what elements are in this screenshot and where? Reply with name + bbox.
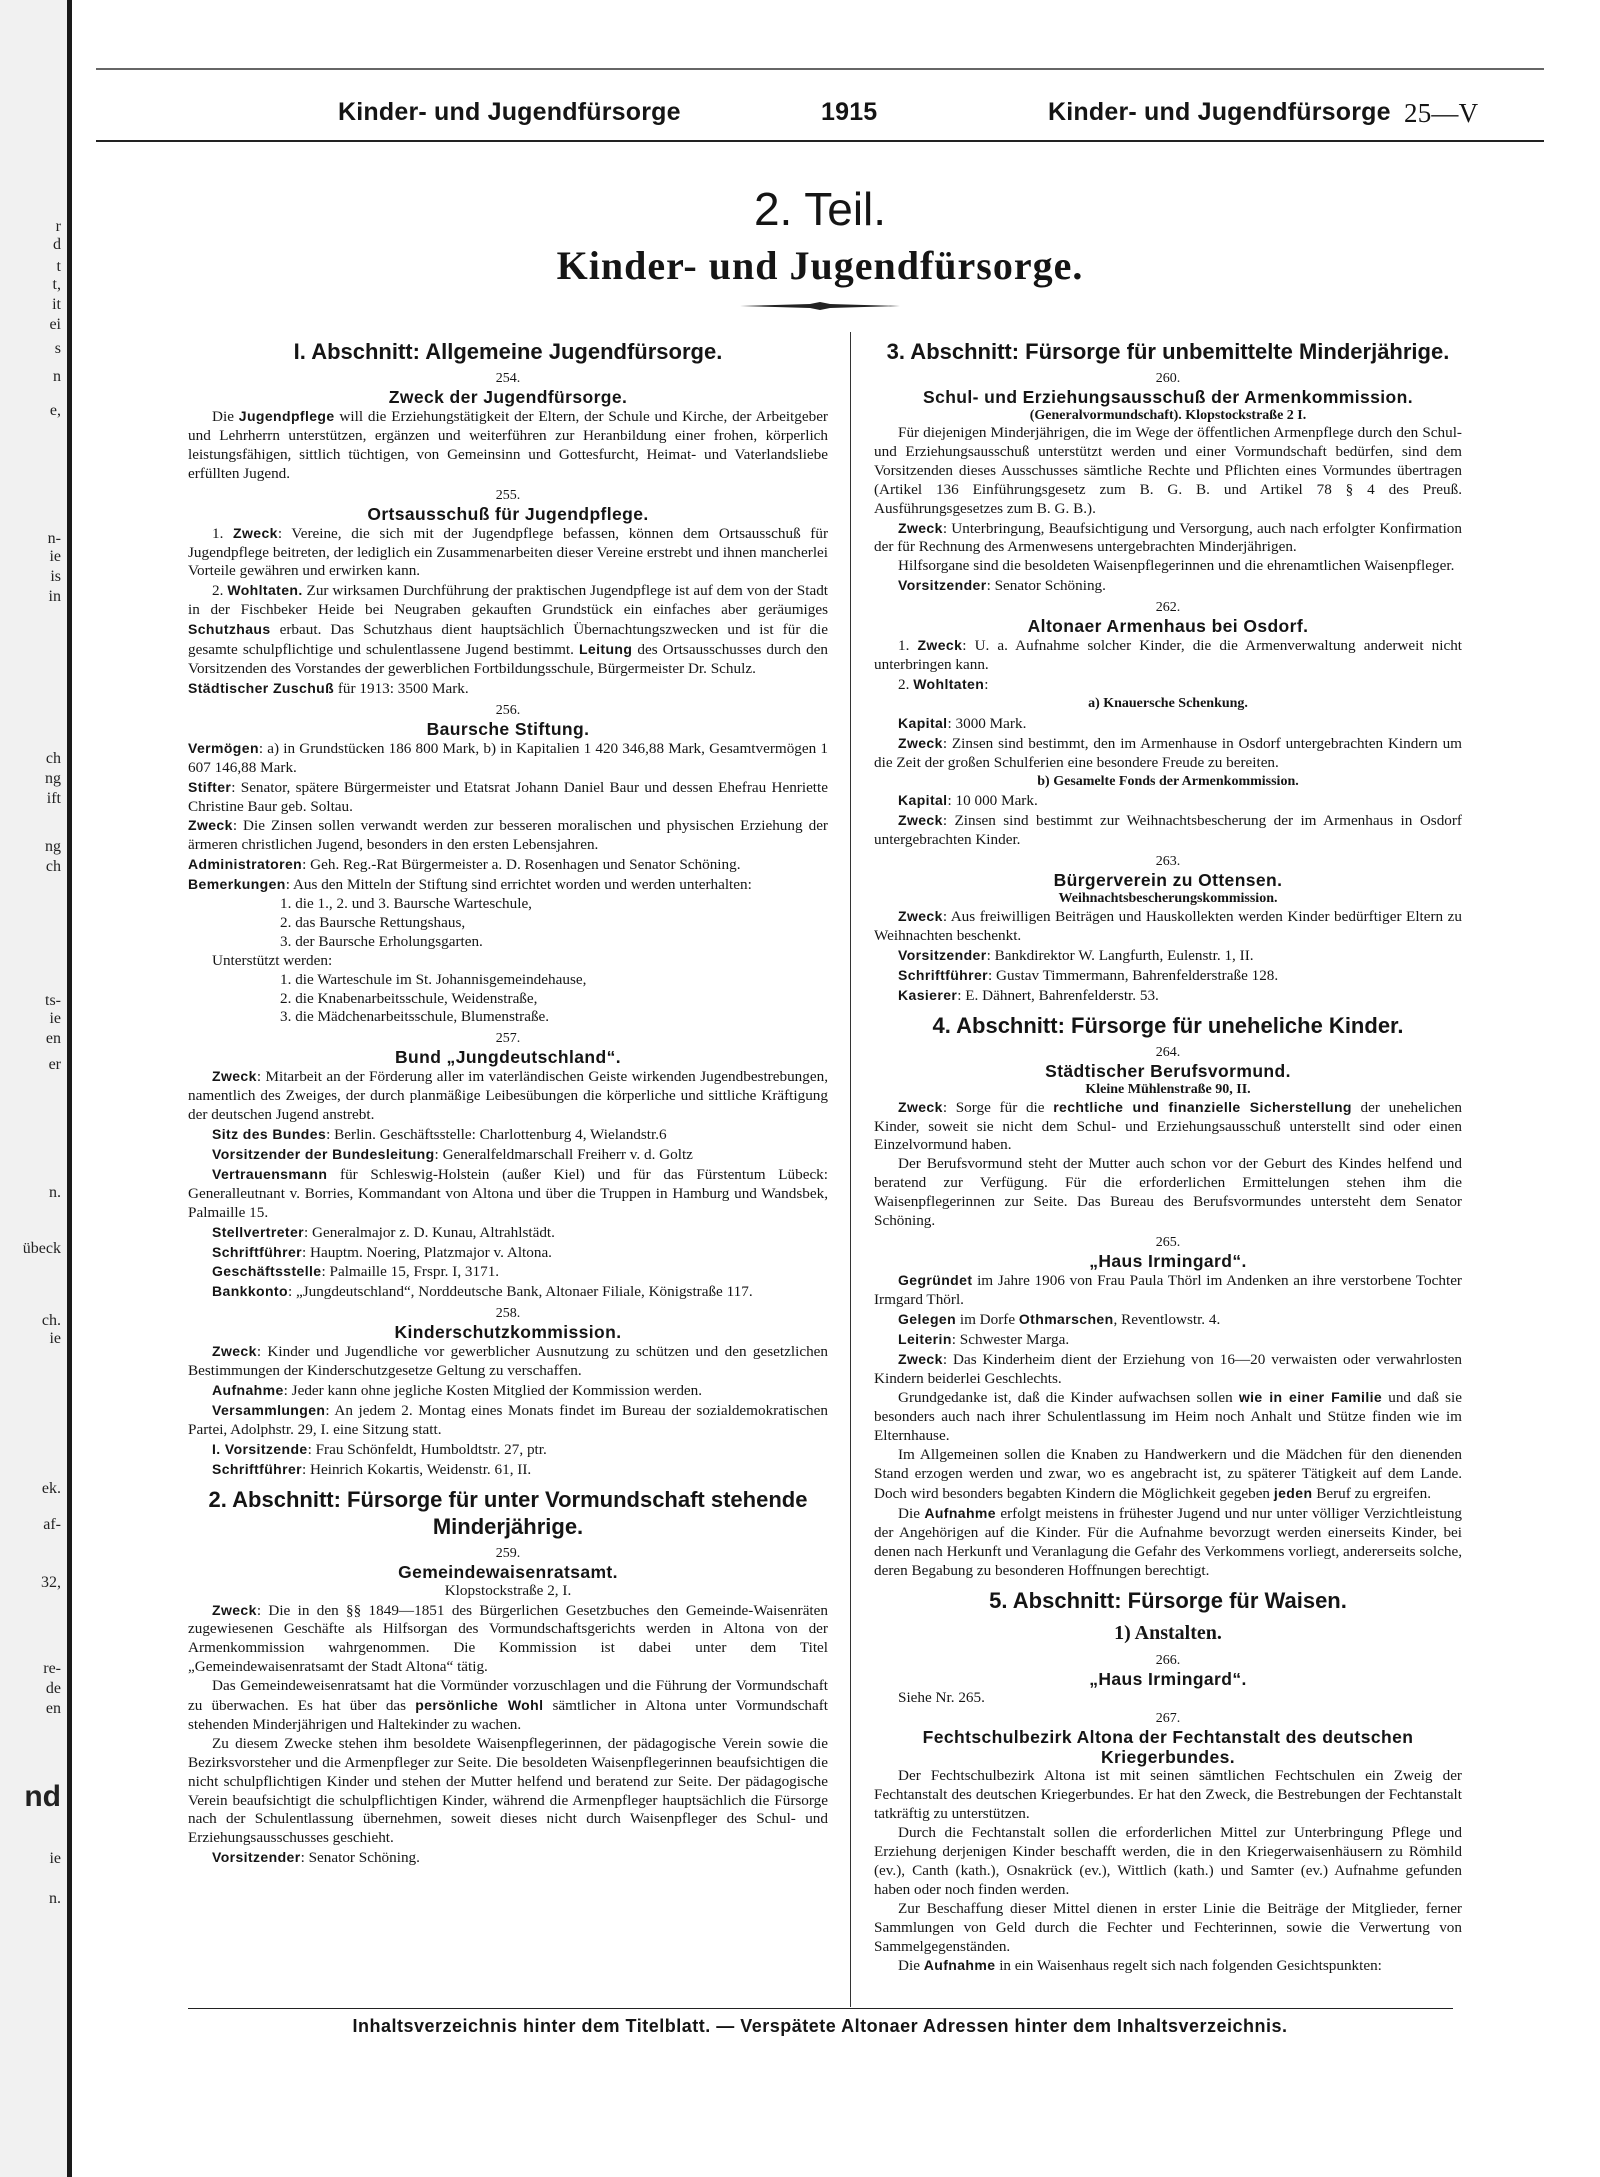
paragraph: Geschäftsstelle: Palmaille 15, Frspr. I, 3171.	[212, 1263, 500, 1281]
paragraph: Im Allgemeinen sollen die Knaben zu Handwerkern und die Mädchen für den dienenden Stand erzogen werden und zwar, wo es angebracht ist, zu späterer Tätigkeit auf dem Lande. Doch wird besonders begabten Kindern die Möglichkeit gegeben jeden Beruf zu ergreifen.	[874, 1446, 1462, 1502]
margin-fragment: en	[45, 1030, 61, 1047]
paragraph: Der Fechtschulbezirk Altona ist mit seinen sämtlichen Fechtschulen ein Zweig der Fechtanstalt des deutschen Kriegerbundes. Er hat den Zweck, die Bestrebungen der Fechtanstalt tatkräftig zu unterstützen.	[874, 1767, 1462, 1823]
paragraph: Zweck: Zinsen sind bestimmt, den im Armenhause in Osdorf untergebrachten Kindern um die Zeit der großen Schulferien eine besondere Freude zu bereiten.	[874, 734, 1462, 771]
margin-fragment: ie	[49, 1330, 61, 1347]
paragraph: Zweck: Mitarbeit an der Förderung aller im vaterländischen Geiste wirkenden Jugendbestrebungen, namentlich des Zweiges, der durch planmäßige Leibesübungen die körperliche und sittliche Kräftigung der deutschen Jugend anstrebt.	[188, 1068, 828, 1124]
entry-address: (Generalvormundschaft). Klopstockstraße 2 I.	[1029, 408, 1307, 423]
list-item: 1. die 1., 2. und 3. Baursche Warteschule,	[280, 895, 532, 913]
list-item: 2. die Knabenarbeitsschule, Weidenstraße,	[280, 989, 538, 1007]
right-column	[874, 332, 1462, 1976]
sub-heading: b) Gesamelte Fonds der Armenkommission.	[1037, 773, 1299, 789]
paragraph: Vorsitzender: Senator Schöning.	[898, 577, 1106, 595]
paragraph: Die Jugendpflege will die Erziehungstätigkeit der Eltern, der Schule und Kirche, der Arbeitgeber und Lehrherrn unterstützen, ergänzen und weiterführen zur Heranbildung einer frohen, körperlich leistungsfähigen, sittlich tüchtigen, von Gemeinsinn und Gottesfurcht, Heimat- und Vaterlandsliebe erfüllten Jugend.	[188, 408, 828, 482]
paragraph: Schriftführer: Heinrich Kokartis, Weidenstr. 61, II.	[212, 1460, 532, 1478]
running-header	[96, 98, 1544, 138]
paragraph: Unterstützt werden:	[212, 951, 333, 969]
sub-heading: a) Knauersche Schenkung.	[1088, 695, 1248, 711]
paragraph: Zweck: Sorge für die rechtliche und finanzielle Sicherstellung der unehelichen Kinder, soweit sie nicht dem Schul- und Erziehungsausschuß unterstellt sind oder einen Einzelvormund haben.	[874, 1098, 1462, 1154]
entry-heading: Kinderschutzkommission.	[394, 1322, 622, 1343]
entry-heading: Gemeindewaisenratsamt.	[398, 1561, 618, 1582]
paragraph: Zweck: Unterbringung, Beaufsichtigung und Versorgung, auch nach erfolgter Konfirmation der für Rechnung des Armenwesens untergebrachten Minderjährigen.	[874, 519, 1462, 556]
margin-fragment: er	[48, 1056, 61, 1073]
paragraph: Der Berufsvormund steht der Mutter auch schon vor der Geburt des Kindes helfend und beratend zur Verfügung. Für die erforderlichen Ermittelungen stehen ihm die Waisenpflegerinnen zur Seite. Das Bureau des Berufsvormundes untersteht dem Senator Schöning.	[874, 1155, 1462, 1230]
part-heading: 2. Teil.	[753, 183, 887, 235]
header-rule	[96, 140, 1544, 142]
paragraph: Siehe Nr. 265.	[898, 1688, 985, 1706]
paragraph: Administratoren: Geh. Reg.-Rat Bürgermeister a. D. Rosenhagen und Senator Schöning.	[188, 856, 741, 874]
entry-number: 265.	[1155, 1235, 1181, 1250]
entry-number: 264.	[1155, 1044, 1181, 1060]
header-page-number: 25—V	[1404, 98, 1479, 128]
margin-fragment: en	[45, 1700, 61, 1717]
paragraph: Vorsitzender: Bankdirektor W. Langfurth, Eulenstr. 1, II.	[898, 946, 1254, 964]
entry-heading: Ortsausschuß für Jugendpflege.	[367, 503, 649, 524]
header-left-title: Kinder- und Jugendfürsorge	[338, 98, 681, 126]
paragraph: Vorsitzender der Bundesleitung: Generalfeldmarschall Freiherr v. d. Goltz	[212, 1146, 693, 1163]
margin-fragment: ch.	[41, 1312, 61, 1329]
paragraph: Vertrauensmann für Schleswig-Holstein (außer Kiel) und für das Fürstentum Lübeck: Generalleutnant v. Borries, Kommandant von Altona und über die Truppen in Hamburg und Wandsbek, Palmaille 15.	[188, 1165, 828, 1221]
entry-heading: Fechtschulbezirk Altona der Fechtanstalt des deutschen Kriegerbundes.	[922, 1727, 1414, 1768]
paragraph: Kapital: 3000 Mark.	[898, 714, 1027, 732]
entry-heading: Bund „Jungdeutschland“.	[394, 1047, 621, 1068]
paragraph: Städtischer Zuschuß für 1913: 3500 Mark.	[188, 679, 469, 697]
margin-fragment: n.	[49, 1184, 61, 1201]
paragraph: 1. Zweck: Vereine, die sich mit der Jugendpflege befassen, können dem Ortsausschuß für Jugendpflege beitreten, der lediglich ein Zusammenarbeiten dieser Vereine erstrebt und ihnen mancherlei Vorteile gewähren und erwirken kann.	[188, 524, 829, 580]
margin-fragment: s	[54, 340, 61, 357]
paragraph: Bemerkungen: Aus den Mitteln der Stiftung sind errichtet worden und werden unterhalten:	[188, 876, 752, 894]
paragraph: Vermögen: a) in Grundstücken 186 800 Mark, b) in Kapitalien 1 420 346,88 Mark, Gesamtvermögen 1 607 146,88 Mark.	[188, 739, 828, 776]
entry-number: 259.	[495, 1545, 521, 1561]
margin-fragment: ch	[45, 858, 61, 875]
paragraph: Hilfsorgane sind die besoldeten Waisenpflegerinnen und die ehrenamtlichen Waisenpfleger.	[898, 557, 1455, 575]
margin-fragment: ts-	[45, 992, 61, 1009]
paragraph: Das Gemeindeweisenratsamt hat die Vormünder vorzuschlagen und die Führung der Vormundschaft zu überwachen. Es hat über das persönliche Wohl sämtlicher in Altona unter Vormundschaft stehenden Minderjährigen und Haltekinder zu wachen.	[188, 1677, 829, 1733]
entry-number: 257.	[495, 1031, 521, 1047]
entry-number: 262.	[1155, 600, 1181, 616]
paragraph: 2. Wohltaten:	[898, 675, 989, 693]
paragraph: Für diejenigen Minderjährigen, die im Wege der öffentlichen Armenpflege durch den Schul- und Erziehungsausschuß unterstützt werden und einer Vormundschaft bedürfen, sind dem Vorsitzenden dieses Ausschusses sämtliche Rechte und Pflichten eines Vormundes übertragen (Artikel 136 Einführungsgesetz zum B. G. B. und Artikel 78 § 4 des Preuß. Ausführungsgesetzes zum B. G. B.).	[874, 424, 1462, 517]
margin-fragment: nd	[24, 1780, 61, 1813]
left-column	[188, 332, 828, 1868]
margin-fragment: ie	[49, 548, 61, 565]
margin-fragment: d	[53, 236, 61, 253]
margin-fragment: n	[53, 368, 61, 385]
paragraph: Bankkonto: „Jungdeutschland“, Norddeutsche Bank, Altonaer Filiale, Königstraße 117.	[212, 1283, 753, 1301]
entry-heading: „Haus Irmingard“.	[1089, 1251, 1247, 1271]
margin-fragment: t	[56, 258, 61, 275]
margin-fragment: ch	[45, 750, 61, 767]
paragraph: Die Aufnahme in ein Waisenhaus regelt sich nach folgenden Gesichtspunkten:	[898, 1957, 1382, 1975]
paragraph: Zweck: Das Kinderheim dient der Erziehung von 16—20 verwaisten oder verwahrlosten Kindern beiderlei Geschlechts.	[874, 1350, 1462, 1387]
paragraph: Sitz des Bundes: Berlin. Geschäftsstelle: Charlottenburg 4, Wielandstr.6	[212, 1126, 667, 1144]
margin-fragment: 32,	[41, 1574, 61, 1591]
margin-fragment: it	[52, 296, 61, 313]
entry-number: 267.	[1155, 1711, 1181, 1727]
section-heading: I. Abschnitt: Allgemeine Jugendfürsorge.	[293, 339, 723, 364]
margin-fragment: de	[45, 1680, 61, 1697]
page-footer: Inhaltsverzeichnis hinter dem Titelblatt. — Verspätete Altonaer Adressen hinter dem Inhaltsverzeichnis.	[352, 2016, 1288, 2036]
entry-number: 256.	[495, 702, 521, 718]
margin-fragment: ift	[46, 790, 61, 807]
margin-fragment: ek.	[41, 1480, 61, 1497]
entry-heading: Bürgerverein zu Ottensen.	[1053, 870, 1283, 891]
margin-fragment: n-	[47, 530, 61, 547]
margin-fragment: is	[50, 568, 61, 585]
paragraph: Die Aufnahme erfolgt meistens in frühester Jugend und nur unter völliger Verzichtleistung der Angehörigen auf die Kinder. Für die Aufnahme bevorzugt werden einerseits Kinder, bei denen nach Herkunft und Veranlagung die Gefahr des Verkommens vorliegt, andererseits solche, deren Begabung zu besonderen Hoffnungen berechtigt.	[874, 1504, 1463, 1579]
margin-fragment: ie	[49, 1850, 61, 1867]
paragraph: Zweck: Aus freiwilligen Beiträgen und Hauskollekten werden Kinder bedürftiger Eltern zu Weihnachten beschenkt.	[874, 908, 1462, 945]
column-divider	[850, 332, 851, 2007]
paragraph: Durch die Fechtanstalt sollen die erforderlichen Mittel zur Unterbringung Pflege und Erziehung derjenigen Kinder beschafft werden, die in den Kriegerwaisenhäusern zu Römhild (ev.), Canth (kath.), Osnakrück (ev.), Wittlich (kath.) und Samter (ev.) Aufnahme gefunden haben oder noch finden werden.	[874, 1824, 1462, 1898]
entry-number: 258.	[495, 1306, 521, 1322]
paragraph: Stifter: Senator, spätere Bürgermeister und Etatsrat Johann Daniel Baur und dessen Ehefrau Henriette Christine Baur geb. Soltau.	[188, 778, 828, 815]
paragraph: Kapital: 10 000 Mark.	[898, 792, 1038, 810]
margin-fragment: re-	[43, 1660, 61, 1677]
entry-heading: Städtischer Berufsvormund.	[1045, 1060, 1291, 1081]
paragraph: Schriftführer: Gustav Timmermann, Bahrenfelderstraße 128.	[898, 966, 1279, 984]
paragraph: I. Vorsitzende: Frau Schönfeldt, Humboldtstr. 27, ptr.	[212, 1440, 547, 1458]
list-item: 3. die Mädchenarbeitsschule, Blumenstraße.	[280, 1008, 550, 1026]
margin-fragment: n.	[49, 1890, 61, 1907]
paragraph: Zur Beschaffung dieser Mittel dienen in erster Linie die Beiträge der Mitglieder, ferner Sammlungen von Geld durch die Fechter und Fechterinnen, sowie die Verwertung von Sammelgegenständen.	[874, 1899, 1462, 1955]
paragraph: Gelegen im Dorfe Othmarschen, Reventlowstr. 4.	[898, 1310, 1221, 1328]
entry-heading: Schul- und Erziehungsausschuß der Armenkommission.	[923, 387, 1413, 407]
paragraph: Zweck: Zinsen sind bestimmt zur Weihnachtsbescherung der im Armenhaus in Osdorf untergebrachten Kinder.	[874, 812, 1462, 849]
entry-number: 254.	[495, 371, 521, 386]
entry-number: 266.	[1155, 1652, 1181, 1668]
footer-rule	[188, 2008, 1453, 2009]
entry-heading: Zweck der Jugendfürsorge.	[388, 387, 628, 407]
margin-fragment: r	[55, 218, 61, 235]
margin-fragment: ng	[45, 838, 61, 855]
sub-section-heading: 1) Anstalten.	[1114, 1621, 1222, 1644]
paragraph: Grundgedanke ist, daß die Kinder aufwachsen sollen wie in einer Familie und daß sie besonders auch nach ihrer Schulentlassung im Heim noch Anhalt und Stütze finden wie im Elternhause.	[874, 1389, 1462, 1445]
entry-heading: „Haus Irmingard“.	[1089, 1668, 1247, 1689]
paragraph: Zweck: Die Zinsen sollen verwandt werden zur besseren moralischen und physischen Erziehung der ärmeren christlichen Jugend, besonders in den ersten Lebensjahren.	[188, 817, 828, 854]
document-page	[96, 68, 1544, 2160]
entry-subtitle: Weihnachtsbescherungskommission.	[1058, 891, 1278, 907]
entry-heading: Altonaer Armenhaus bei Osdorf.	[1027, 616, 1309, 637]
list-item: 1. die Warteschule im St. Johannisgemeindehause,	[280, 970, 587, 988]
page-title: Kinder- und Jugendfürsorge.	[556, 243, 1084, 288]
margin-fragment: ie	[49, 1010, 61, 1027]
margin-fragment: t,	[52, 276, 61, 293]
section-heading: 2. Abschnitt: Fürsorge für unter Vormundschaft stehende Minderjährige.	[208, 1486, 808, 1539]
margin-fragment: e,	[49, 402, 61, 419]
ornament-rule-icon	[740, 302, 900, 310]
paragraph: Aufnahme: Jeder kann ohne jegliche Kosten Mitglied der Kommission werden.	[212, 1382, 703, 1400]
margin-fragment: af-	[43, 1516, 61, 1533]
margin-fragment: ei	[49, 316, 61, 333]
entry-number: 260.	[1155, 371, 1181, 386]
paragraph: Zu diesem Zwecke stehen ihm besoldete Waisenpflegerinnen, der pädagogische Verein sowie die Bezirksvorsteher und die Armenpfleger zur Seite. Die besoldeten Waisenpflegerinnen beaufsichtigen die nicht schulpflichtigen Kinder und stehen der Mutter helfend und beratend zur Seite. Der pädagogische Verein beaufsichtigt die schulpflichtigen Kinder, während die Armenpfleger hauptsächlich die Fürsorge nach der Schulentlassung übernehmen, soweit dieses nicht durch Waisenpfleger des Schul- und Erziehungsausschusses geschieht.	[188, 1734, 828, 1847]
paragraph: Gegründet im Jahre 1906 von Frau Paula Thörl im Andenken an ihre verstorbene Tochter Irmgard Thörl.	[874, 1272, 1462, 1308]
margin-fragment: übeck	[22, 1240, 61, 1257]
adjacent-page-strip	[0, 0, 72, 2177]
paragraph: Schriftführer: Hauptm. Noering, Platzmajor v. Altona.	[212, 1243, 552, 1261]
margin-fragment: in	[48, 588, 61, 605]
section-heading: 3. Abschnitt: Fürsorge für unbemittelte Minderjährige.	[886, 339, 1450, 364]
section-heading: 4. Abschnitt: Fürsorge für uneheliche Kinder.	[932, 1012, 1404, 1038]
paragraph: Versammlungen: An jedem 2. Montag eines Monats findet im Bureau der sozialdemokratischen Partei, Adolphstr. 29, I. eine Sitzung statt.	[188, 1401, 828, 1438]
header-year: 1915	[821, 98, 878, 126]
paragraph: Kasierer: E. Dähnert, Bahrenfelderstr. 53.	[898, 986, 1159, 1004]
entry-address: Kleine Mühlenstraße 90, II.	[1085, 1081, 1251, 1097]
paragraph: Zweck: Kinder und Jugendliche vor gewerblicher Ausnutzung zu schützen und den gesetzlichen Bestimmungen der Kinderschutzgesetze Geltung zu verschaffen.	[188, 1343, 828, 1380]
entry-heading: Baursche Stiftung.	[426, 718, 590, 739]
list-item: 2. das Baursche Rettungshaus,	[280, 913, 466, 931]
paragraph: Stellvertreter: Generalmajor z. D. Kunau, Altrahlstädt.	[212, 1223, 555, 1241]
list-item: 3. der Baursche Erholungsgarten.	[280, 932, 483, 950]
paragraph: Zweck: Die in den §§ 1849—1851 des Bürgerlichen Gesetzbuches den Gemeinde-Waisenräten zugewiesenen Geschäfte als Hilfsorgan des Vormundschaftsgerichts werden in Altona von der Armenkommission wahrgenommen. Die Kommission ist dabei unter dem Titel „Gemeindewaisenratsamt der Stadt Altona“ tätig.	[188, 1601, 828, 1676]
paragraph: 1. Zweck: U. a. Aufnahme solcher Kinder, die die Armenverwaltung anderweit nicht unterbringen kann.	[874, 637, 1463, 674]
header-right-title: Kinder- und Jugendfürsorge	[1048, 98, 1391, 126]
paragraph: Leiterin: Schwester Marga.	[898, 1330, 1070, 1348]
entry-number: 263.	[1155, 854, 1181, 870]
entry-number: 255.	[495, 487, 521, 503]
entry-address: Klopstockstraße 2, I.	[444, 1581, 572, 1599]
section-heading: 5. Abschnitt: Fürsorge für Waisen.	[989, 1587, 1347, 1613]
paragraph: 2. Wohltaten. Zur wirksamen Durchführung der praktischen Jugendpflege ist auf dem von der Stadt in der Fischbeker Heide bei Neugraben gekauften Grundstück ein einfaches aber geräumiges Schutzhaus erbaut. Das Schutzhaus dient hauptsächlich Übernachtungszwecken und ist für die gesamte schulpflichtige und schulentlassene Jugend bestimmt. Leitung des Ortsausschusses durch den Vorsitzenden des Vorstandes der gewerblichen Fortbildungsschule, Bürgermeister Dr. Schulz.	[188, 582, 829, 677]
paragraph: Vorsitzender: Senator Schöning.	[212, 1849, 420, 1867]
margin-fragment: ng	[45, 770, 61, 787]
